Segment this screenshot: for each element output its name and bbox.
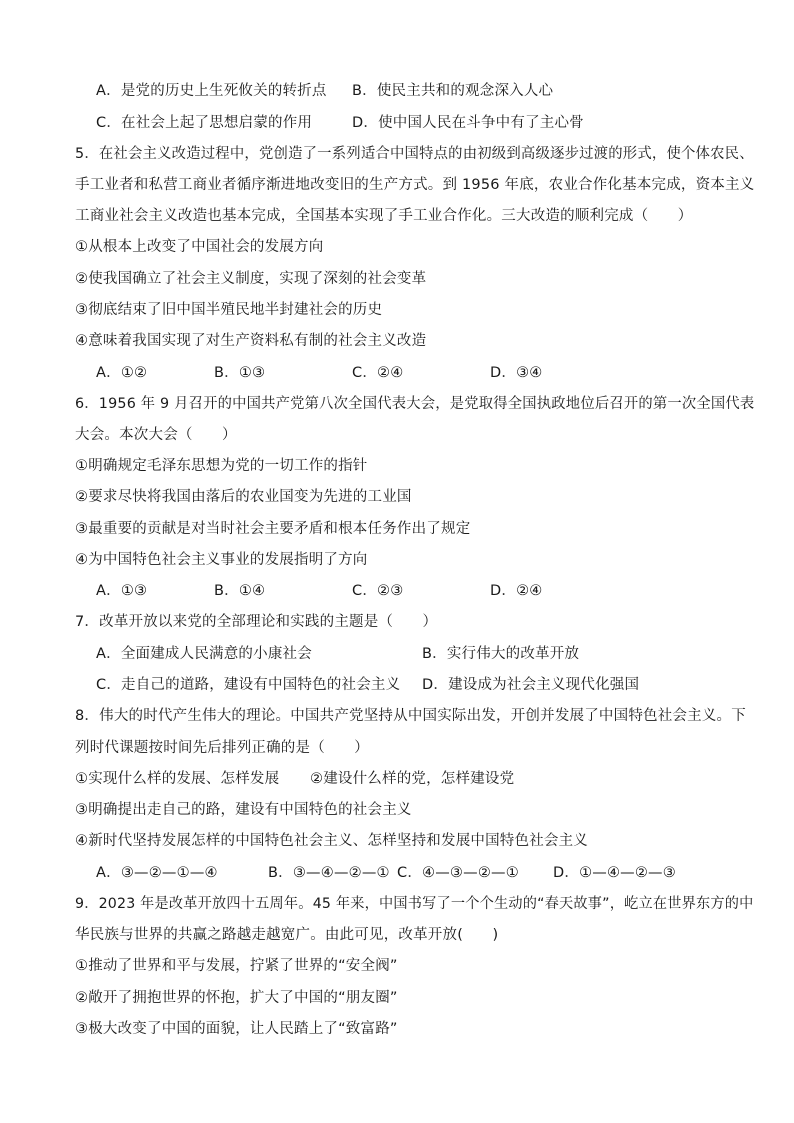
q6-statement-1: ①明确规定毛泽东思想为党的一切工作的指针 (75, 458, 368, 474)
q8-stem-line-2: 列时代课题按时间先后排列正确的是（ ） (75, 740, 369, 756)
q5-statement-1: ①从根本上改变了中国社会的发展方向 (75, 239, 324, 255)
q7-stem: 7．改革开放以来党的全部理论和实践的主题是（ ） (75, 614, 438, 630)
q8-option-b[interactable]: B．③—④—②—① (268, 865, 390, 881)
q6-option-a[interactable]: A．①③ (96, 583, 148, 599)
q6-statement-3: ③最重要的贡献是对当时社会主要矛盾和根本任务作出了规定 (75, 521, 471, 537)
q5-statement-4: ④意味着我国实现了对生产资料私有制的社会主义改造 (75, 333, 427, 349)
q8-statement-4: ④新时代坚持发展怎样的中国特色社会主义、怎样坚持和发展中国特色社会主义 (75, 833, 588, 849)
q6-option-d[interactable]: D．②④ (490, 583, 543, 599)
q7-option-a[interactable]: A．全面建成人民满意的小康社会 (96, 646, 312, 662)
q7-option-d[interactable]: D．建设成为社会主义现代化强国 (422, 677, 640, 693)
q5-stem-line-2: 手工业者和私营工商业者循序渐进地改变旧的生产方式。到 1956 年底，农业合作化基本完成，资本主义 (75, 177, 755, 193)
q5-statement-3: ③彻底结束了旧中国半殖民地半封建社会的历史 (75, 302, 383, 318)
q6-statement-2: ②要求尽快将我国由落后的农业国变为先进的工业国 (75, 489, 412, 505)
q5-stem-line-3: 工商业社会主义改造也基本完成，全国基本实现了手工业合作化。三大改造的顺利完成（ ） (75, 208, 693, 224)
q7-option-b[interactable]: B．实行伟大的改革开放 (422, 646, 580, 662)
q6-stem-line-2: 大会。本次大会（ ） (75, 427, 237, 443)
q4-option-d[interactable]: D．使中国人民在斗争中有了主心骨 (352, 115, 584, 131)
q4-option-a[interactable]: A．是党的历史上生死攸关的转折点 (96, 83, 327, 99)
q6-stem-line-1: 6．1956 年 9 月召开的中国共产党第八次全国代表大会，是党取得全国执政地位后召开的第一次全国代表 (75, 396, 755, 412)
q8-statement-1: ①实现什么样的发展、怎样发展 (75, 771, 280, 787)
q9-statement-3: ③极大改变了中国的面貌，让人民踏上了“致富路” (75, 1021, 398, 1037)
q5-option-a[interactable]: A．①② (96, 365, 148, 381)
q8-option-d[interactable]: D．①—④—②—③ (553, 865, 676, 881)
q5-option-b[interactable]: B．①③ (214, 365, 266, 381)
q4-option-c[interactable]: C．在社会上起了思想启蒙的作用 (96, 115, 313, 131)
q5-option-c[interactable]: C．②④ (352, 365, 404, 381)
q5-stem-line-1: 5．在社会主义改造过程中，党创造了一系列适合中国特点的由初级到高级逐步过渡的形式，使个体农民、 (75, 146, 754, 162)
q9-stem-line-2: 华民族与世界的共赢之路越走越宽广。由此可见，改革开放( ) (75, 927, 499, 943)
q8-stem-line-1: 8．伟大的时代产生伟大的理论。中国共产党坚持从中国实际出发，开创并发展了中国特色社会主义。下 (75, 708, 746, 724)
q8-statement-2: ②建设什么样的党，怎样建设党 (310, 771, 515, 787)
q8-option-c[interactable]: C．④—③—②—① (397, 865, 519, 881)
q6-option-b[interactable]: B．①④ (214, 583, 266, 599)
q4-option-b[interactable]: B．使民主共和的观念深入人心 (352, 83, 554, 99)
q9-statement-2: ②敞开了拥抱世界的怀抱，扩大了中国的“朋友圈” (75, 990, 398, 1006)
q5-option-d[interactable]: D．③④ (490, 365, 543, 381)
q9-stem-line-1: 9．2023 年是改革开放四十五周年。45 年来，中国书写了一个个生动的“春天故事”，屹立在世界东方的中 (75, 896, 754, 912)
q7-option-c[interactable]: C．走自己的道路，建设有中国特色的社会主义 (96, 677, 401, 693)
q5-statement-2: ②使我国确立了社会主义制度，实现了深刻的社会变革 (75, 271, 427, 287)
q9-statement-1: ①推动了世界和平与发展，拧紧了世界的“安全阀” (75, 958, 398, 974)
q8-statement-3: ③明确提出走自己的路，建设有中国特色的社会主义 (75, 802, 412, 818)
q6-option-c[interactable]: C．②③ (352, 583, 404, 599)
q6-statement-4: ④为中国特色社会主义事业的发展指明了方向 (75, 552, 368, 568)
q8-option-a[interactable]: A．③—②—①—④ (96, 865, 218, 881)
